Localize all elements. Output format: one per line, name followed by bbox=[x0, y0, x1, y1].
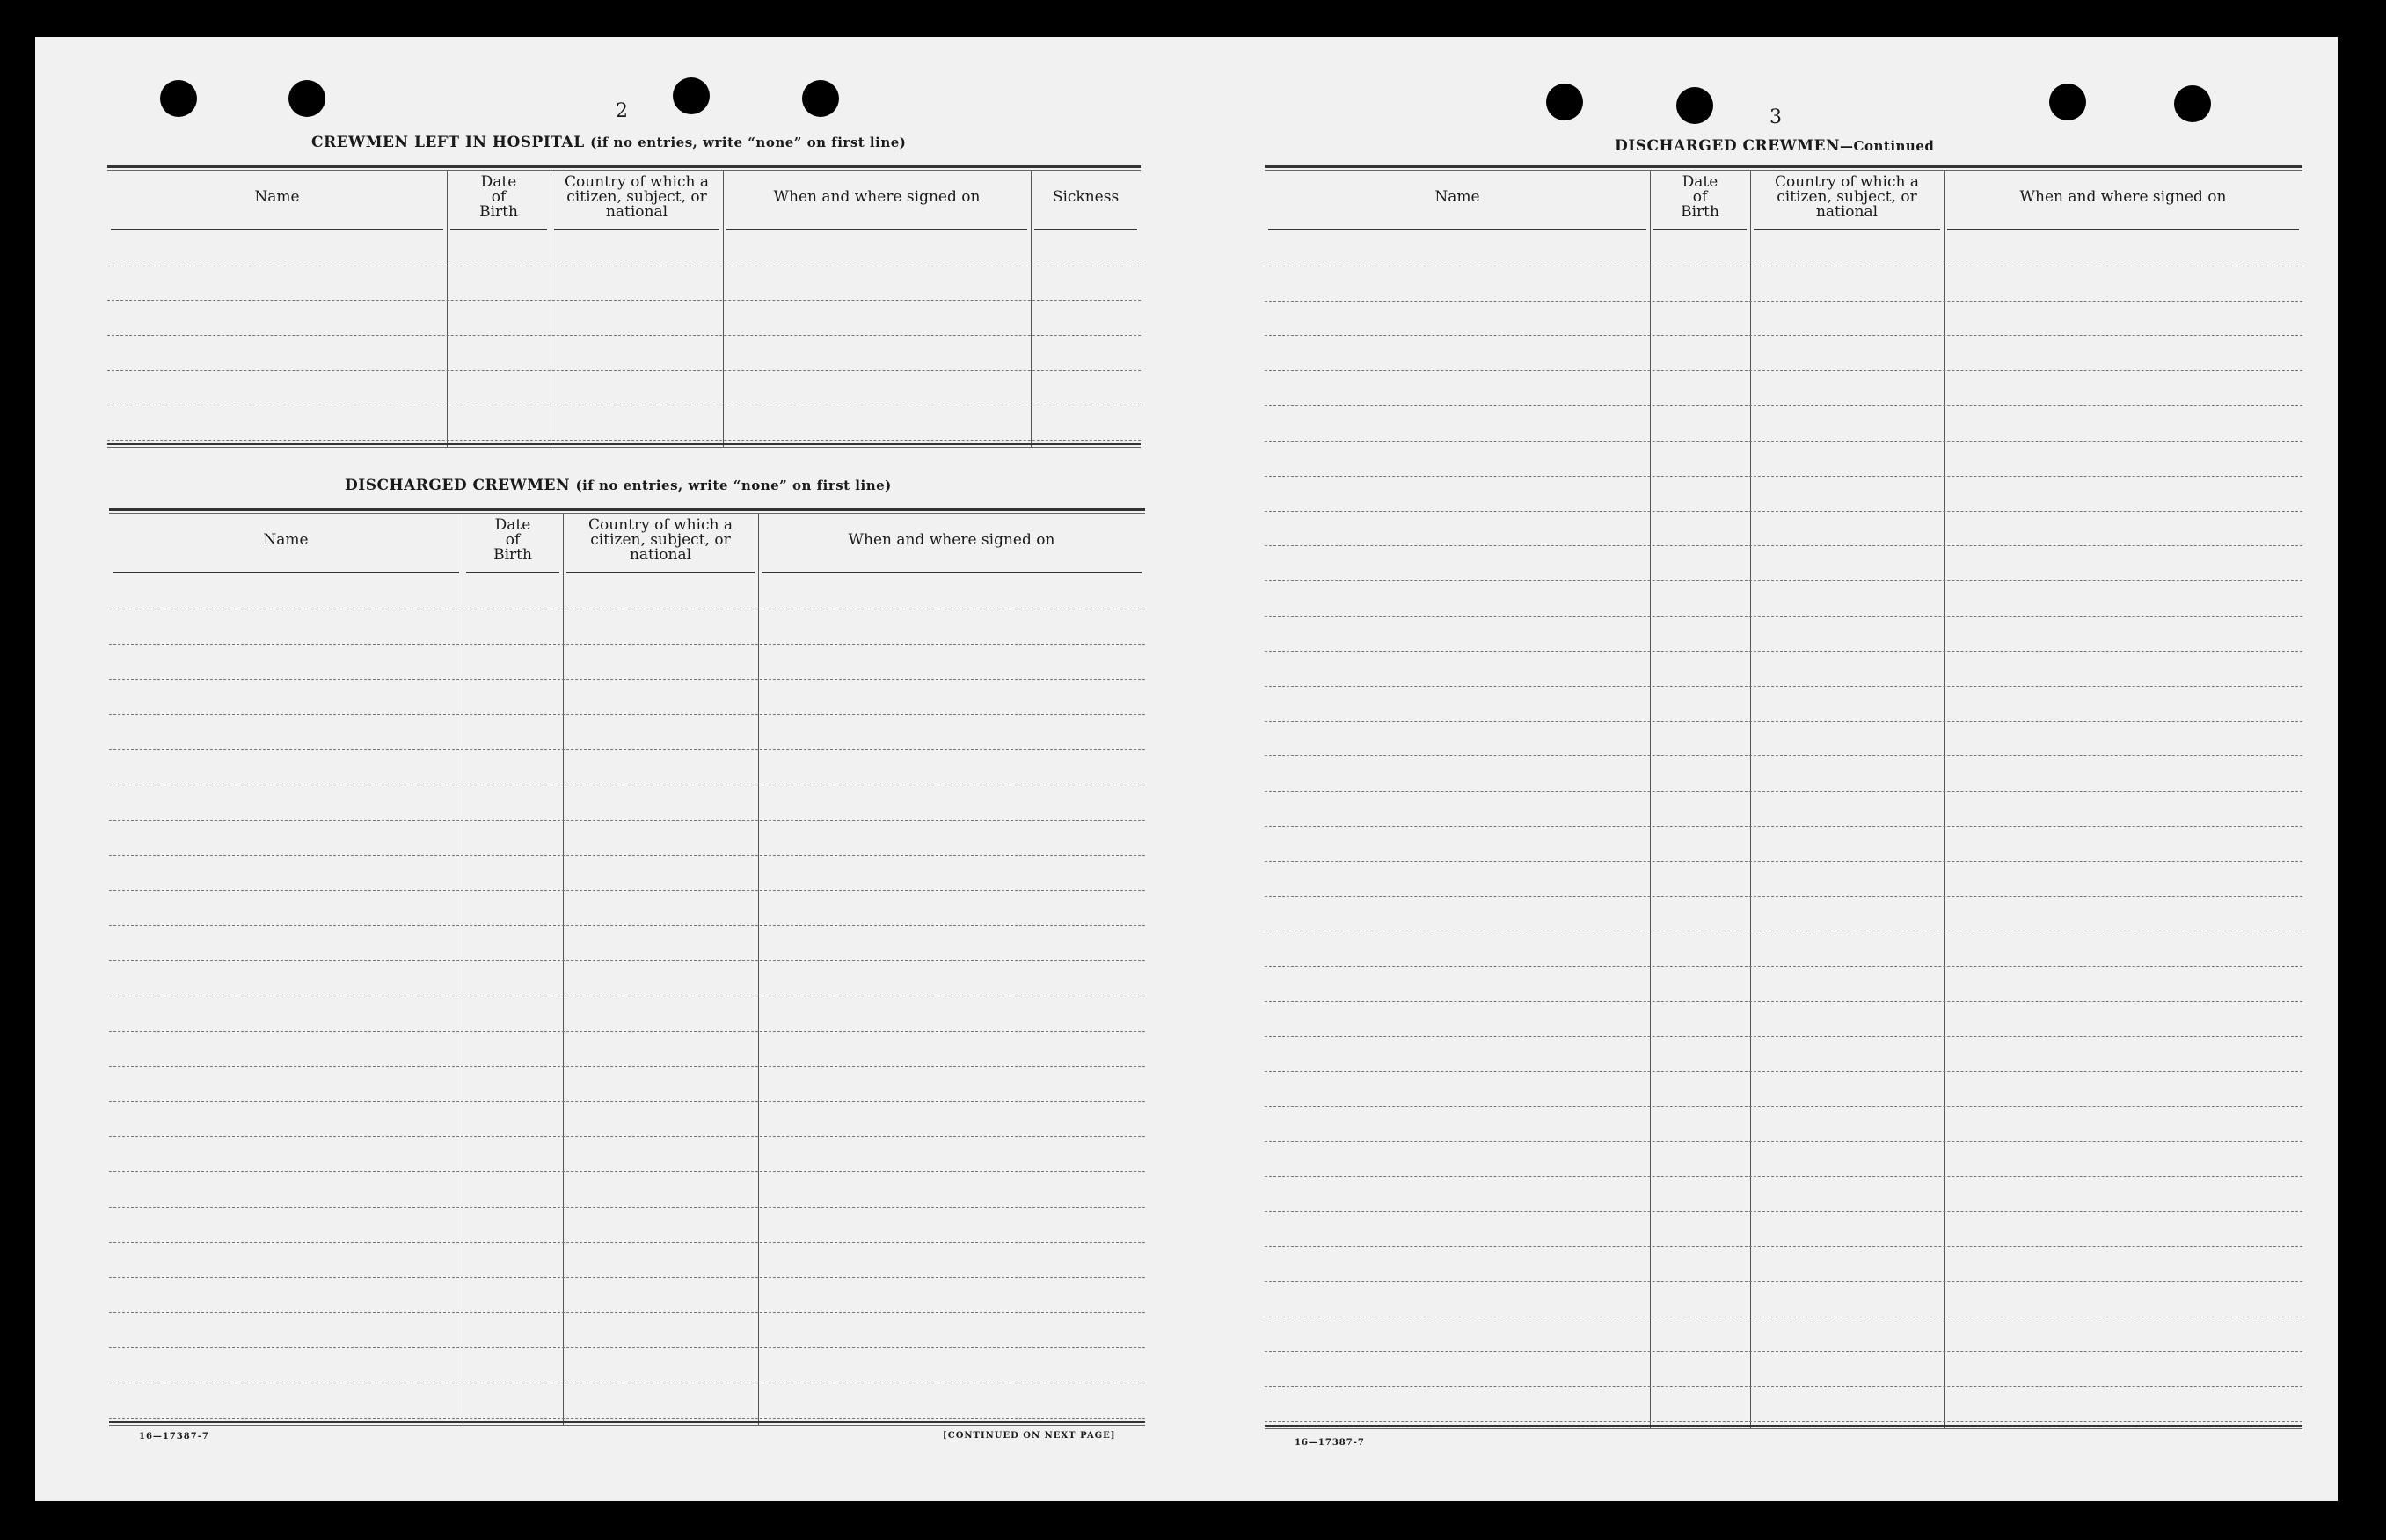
discharged-continued-title bbox=[1615, 137, 1934, 155]
continued-entry-line bbox=[1265, 1141, 2302, 1142]
punch-hole-icon bbox=[2174, 85, 2211, 122]
hospital-header-cell: Date of Birth bbox=[479, 172, 518, 221]
punch-hole-icon bbox=[2049, 84, 2086, 120]
hospital-entry-line bbox=[107, 335, 1141, 336]
discharged-title-text: DISCHARGED CREWMEN bbox=[345, 477, 571, 494]
continued-entry-line bbox=[1265, 651, 2302, 652]
discharged-entry-line bbox=[109, 820, 1145, 821]
discharged-continued-title-text: DISCHARGED CREWMEN bbox=[1615, 137, 1841, 155]
discharged-header-cell: Date of Birth bbox=[493, 515, 532, 564]
continued-header-rule bbox=[1653, 229, 1747, 230]
hospital-header-rule bbox=[1034, 229, 1137, 230]
discharged-entry-line bbox=[109, 1171, 1145, 1172]
continued-column-divider bbox=[1944, 171, 1945, 1428]
continued-entry-line bbox=[1265, 580, 2302, 581]
discharged-entry-line bbox=[109, 1277, 1145, 1278]
discharged-section-title bbox=[345, 477, 892, 494]
continued-entry-line bbox=[1265, 405, 2302, 406]
punch-hole-icon bbox=[673, 77, 710, 114]
hospital-header-cell: Name bbox=[254, 187, 300, 206]
continued-header-cell: Date of Birth bbox=[1681, 172, 1719, 221]
continued-header-cell: Name bbox=[1434, 187, 1480, 206]
continued-entry-line bbox=[1265, 1036, 2302, 1037]
continued-entry-line bbox=[1265, 1281, 2302, 1282]
discharged-subtitle-text: (if no entries, write “none” on first line) bbox=[575, 478, 892, 493]
discharged-entry-line bbox=[109, 855, 1145, 856]
discharged-entry-line bbox=[109, 1031, 1145, 1032]
continued-entry-line bbox=[1265, 896, 2302, 897]
page-number-right: 3 bbox=[1769, 106, 1782, 128]
continued-entry-line bbox=[1265, 755, 2302, 756]
discharged-entry-line bbox=[109, 1418, 1145, 1419]
form-number-right: 16—17387-7 bbox=[1295, 1438, 1365, 1448]
continued-entry-line bbox=[1265, 721, 2302, 722]
discharged-entry-line bbox=[109, 1207, 1145, 1208]
continued-entry-line bbox=[1265, 966, 2302, 967]
punch-hole-icon bbox=[288, 80, 325, 117]
hospital-header-cell: Sickness bbox=[1052, 187, 1120, 206]
hospital-bottom-rule bbox=[107, 443, 1141, 445]
page-number-left: 2 bbox=[616, 100, 628, 122]
continued-entry-line bbox=[1265, 1351, 2302, 1352]
continued-note: [CONTINUED ON NEXT PAGE] bbox=[943, 1431, 1116, 1441]
continued-header-cell: When and where signed on bbox=[2019, 187, 2227, 206]
continued-entry-line bbox=[1265, 1246, 2302, 1247]
discharged-header-rule bbox=[566, 572, 755, 573]
hospital-header-cell: When and where signed on bbox=[773, 187, 981, 206]
discharged-entry-line bbox=[109, 925, 1145, 926]
discharged-bottom-rule bbox=[109, 1421, 1145, 1423]
continued-header-cell: Country of which a citizen, subject, or national bbox=[1775, 172, 1919, 221]
hospital-header-cell: Country of which a citizen, subject, or national bbox=[565, 172, 709, 221]
continued-entry-line bbox=[1265, 1386, 2302, 1387]
continued-entry-line bbox=[1265, 441, 2302, 442]
hospital-header-rule bbox=[450, 229, 547, 230]
continued-entry-line bbox=[1265, 511, 2302, 512]
discharged-header-cell: When and where signed on bbox=[848, 530, 1055, 549]
discharged-entry-line bbox=[109, 1242, 1145, 1243]
continued-header-rule bbox=[1947, 229, 2299, 230]
discharged-entry-line bbox=[109, 714, 1145, 715]
hospital-section-title bbox=[311, 134, 906, 151]
continued-entry-line bbox=[1265, 1106, 2302, 1107]
continued-column-divider bbox=[1750, 171, 1751, 1428]
hospital-entry-line bbox=[107, 370, 1141, 371]
discharged-column-divider bbox=[758, 514, 759, 1425]
continued-bottom-rule bbox=[1265, 1425, 2302, 1427]
discharged-header-rule bbox=[466, 572, 559, 573]
continued-suffix-text: —Continued bbox=[1840, 138, 1935, 154]
punch-hole-icon bbox=[1676, 87, 1713, 124]
hospital-header-rule bbox=[554, 229, 719, 230]
continued-entry-line bbox=[1265, 686, 2302, 687]
discharged-entry-line bbox=[109, 749, 1145, 750]
discharged-table bbox=[109, 508, 1145, 1425]
continued-column-divider bbox=[1650, 171, 1651, 1428]
hospital-entry-line bbox=[107, 440, 1141, 441]
continued-entry-line bbox=[1265, 1001, 2302, 1002]
continued-entry-line bbox=[1265, 1211, 2302, 1212]
discharged-entry-line bbox=[109, 960, 1145, 961]
continued-header-rule bbox=[1754, 229, 1940, 230]
continued-bottom-rule-inner bbox=[1265, 1428, 2302, 1429]
discharged-entry-line bbox=[109, 890, 1145, 891]
continued-entry-line bbox=[1265, 1071, 2302, 1072]
discharged-entry-line bbox=[109, 1312, 1145, 1313]
continued-entry-line bbox=[1265, 476, 2302, 477]
continued-entry-line bbox=[1265, 301, 2302, 302]
discharged-continued-table bbox=[1265, 165, 2302, 1428]
punch-hole-icon bbox=[160, 80, 197, 117]
continued-entry-line bbox=[1265, 1421, 2302, 1422]
form-sheet bbox=[35, 37, 2338, 1501]
discharged-header-cell: Country of which a citizen, subject, or national bbox=[588, 515, 733, 564]
punch-hole-icon bbox=[802, 80, 839, 117]
discharged-bottom-rule-inner bbox=[109, 1425, 1145, 1426]
hospital-header-rule bbox=[111, 229, 443, 230]
discharged-entry-line bbox=[109, 679, 1145, 680]
discharged-entry-line bbox=[109, 1101, 1145, 1102]
discharged-entry-line bbox=[109, 1066, 1145, 1067]
hospital-table bbox=[107, 165, 1141, 447]
discharged-entry-line bbox=[109, 1136, 1145, 1137]
continued-entry-line bbox=[1265, 826, 2302, 827]
discharged-header-rule bbox=[113, 572, 459, 573]
continued-entry-line bbox=[1265, 791, 2302, 792]
discharged-column-divider bbox=[563, 514, 564, 1425]
continued-entry-line bbox=[1265, 616, 2302, 617]
form-number-left: 16—17387-7 bbox=[139, 1432, 209, 1441]
discharged-entry-line bbox=[109, 1347, 1145, 1348]
hospital-title-text: CREWMEN LEFT IN HOSPITAL bbox=[311, 134, 585, 151]
hospital-entry-line bbox=[107, 300, 1141, 301]
hospital-header-rule bbox=[726, 229, 1027, 230]
hospital-bottom-rule-inner bbox=[107, 447, 1141, 448]
continued-entry-line bbox=[1265, 335, 2302, 336]
continued-entry-line bbox=[1265, 861, 2302, 862]
continued-entry-line bbox=[1265, 545, 2302, 546]
discharged-header-cell: Name bbox=[263, 530, 309, 549]
hospital-subtitle-text: (if no entries, write “none” on first line) bbox=[590, 135, 907, 150]
continued-entry-line bbox=[1265, 370, 2302, 371]
continued-header-rule bbox=[1268, 229, 1646, 230]
continued-entry-line bbox=[1265, 1176, 2302, 1177]
discharged-header-rule bbox=[762, 572, 1142, 573]
punch-hole-icon bbox=[1546, 84, 1583, 120]
discharged-entry-line bbox=[109, 644, 1145, 645]
